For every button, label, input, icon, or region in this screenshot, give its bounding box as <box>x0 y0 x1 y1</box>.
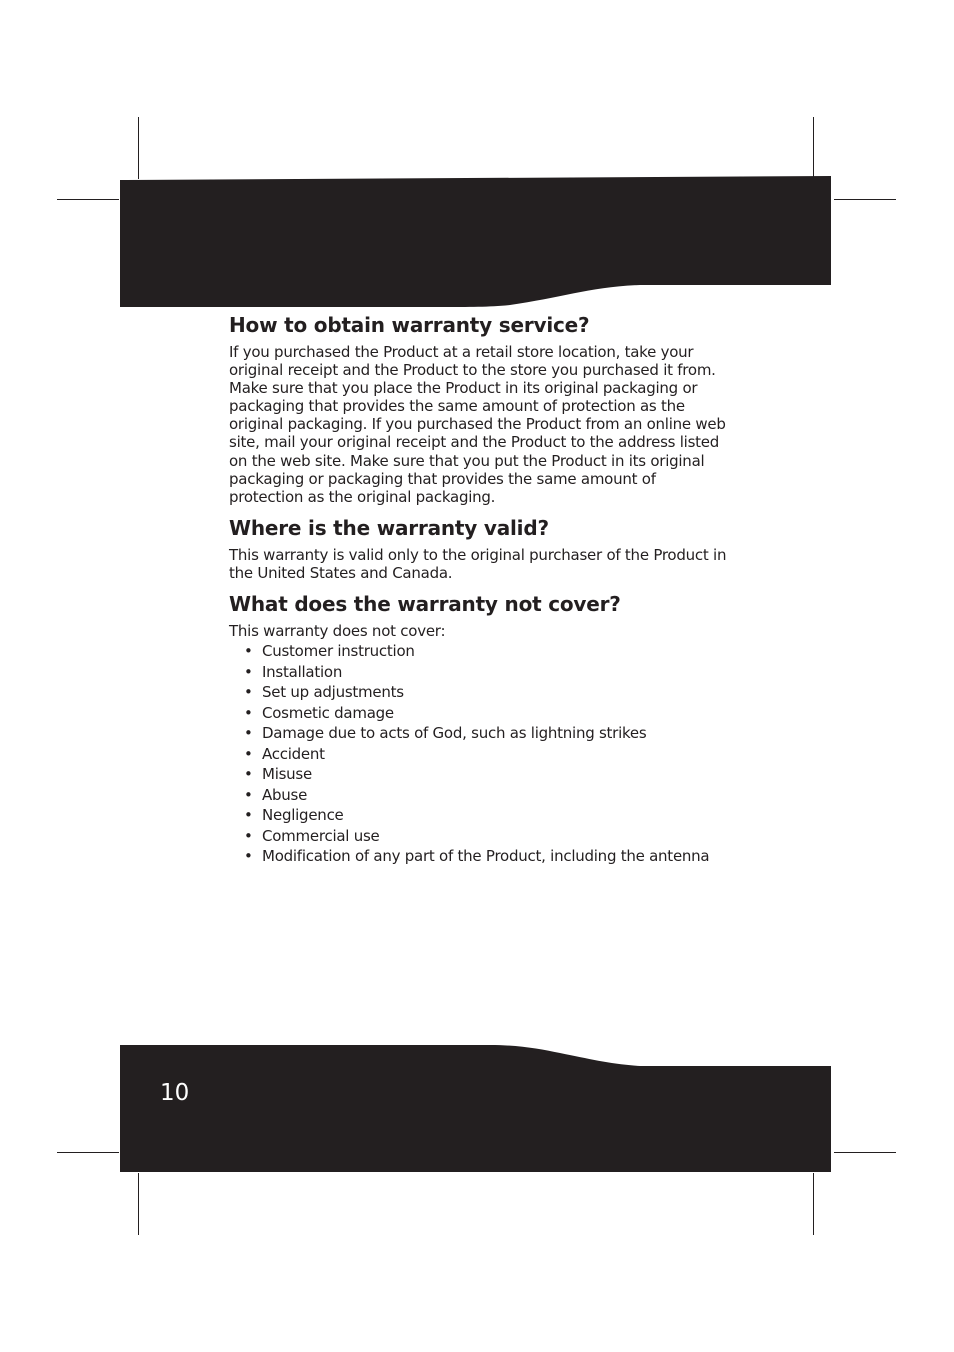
list-item <box>229 641 749 662</box>
paragraph-obtain-warranty-service <box>229 343 749 506</box>
text-line: original packaging. If you purchased the Product from an online web <box>229 415 726 434</box>
header-band <box>120 176 833 308</box>
bullet-icon: • <box>244 703 253 722</box>
list-item <box>229 703 749 724</box>
list-item-text: Cosmetic damage <box>262 703 394 722</box>
list-item-text: Set up adjustments <box>262 683 404 702</box>
section-obtain-warranty-service <box>229 311 749 506</box>
bullet-icon: • <box>244 785 253 804</box>
page-number: 10 <box>160 1080 190 1106</box>
list-item-text: Accident <box>262 744 325 763</box>
section-warranty-not-cover <box>229 590 749 867</box>
crop-mark-bottom-left-horizontal <box>57 1152 119 1153</box>
paragraph-not-cover-intro: This warranty does not cover: <box>229 622 446 641</box>
list-item <box>229 846 749 867</box>
text-line: If you purchased the Product at a retail store location, take your <box>229 343 694 361</box>
text-line: original receipt and the Product to the store you purchased it from. <box>229 361 716 380</box>
footer-band <box>120 1043 832 1173</box>
heading-obtain-warranty-service: How to obtain warranty service? <box>229 313 590 337</box>
text-line: on the web site. Make sure that you put the Product in its original <box>229 451 705 470</box>
bullet-icon: • <box>244 826 253 845</box>
bullet-icon: • <box>244 662 253 681</box>
list-item <box>229 826 749 847</box>
bullet-icon: • <box>244 683 253 702</box>
list-item-text: Commercial use <box>262 826 380 845</box>
list-item-text: Negligence <box>262 806 344 825</box>
crop-mark-bottom-right-vertical <box>813 1173 814 1235</box>
list-item-text: Installation <box>262 662 343 681</box>
main-content <box>229 311 749 867</box>
crop-mark-top-right-vertical <box>813 117 814 179</box>
heading-warranty-valid: Where is the warranty valid? <box>229 515 549 540</box>
crop-mark-bottom-left-vertical <box>138 1173 139 1235</box>
crop-mark-top-left-vertical <box>138 117 139 179</box>
crop-mark-top-left-horizontal <box>57 199 119 200</box>
bullet-icon: • <box>244 642 253 661</box>
text-line: packaging that provides the same amount of protection as the <box>229 397 685 416</box>
list-item <box>229 805 749 826</box>
list-item-text: Abuse <box>262 785 308 804</box>
heading-warranty-not-cover: What does the warranty not cover? <box>229 592 621 617</box>
list-item-text: Damage due to acts of God, such as lightning strikes <box>262 724 647 743</box>
bullet-icon: • <box>244 744 253 763</box>
text-line: Make sure that you place the Product in its original packaging or <box>229 379 698 398</box>
crop-mark-top-right-horizontal <box>834 199 896 200</box>
list-item-text: Modification of any part of the Product, including the antenna <box>262 847 710 866</box>
bullet-icon: • <box>244 724 253 743</box>
text-line: This warranty is valid only to the original purchaser of the Product in <box>229 545 727 564</box>
text-line: packaging or packaging that provides the same amount of <box>229 469 656 488</box>
list-item-text: Customer instruction <box>262 642 415 661</box>
list-item <box>229 723 749 744</box>
text-line: site, mail your original receipt and the Product to the address listed <box>229 433 720 452</box>
bullet-icon: • <box>244 765 253 784</box>
list-item <box>229 785 749 806</box>
text-line: protection as the original packaging. <box>229 487 496 506</box>
paragraph-warranty-valid <box>229 546 749 582</box>
list-item <box>229 662 749 683</box>
list-item <box>229 744 749 765</box>
section-warranty-valid <box>229 514 749 582</box>
text-line: the United States and Canada. <box>229 563 453 582</box>
not-covered-list <box>229 641 749 867</box>
list-item <box>229 764 749 785</box>
crop-mark-bottom-right-horizontal <box>834 1152 896 1153</box>
bullet-icon: • <box>244 806 253 825</box>
list-item-text: Misuse <box>262 765 312 784</box>
bullet-icon: • <box>244 847 253 866</box>
list-item <box>229 682 749 703</box>
